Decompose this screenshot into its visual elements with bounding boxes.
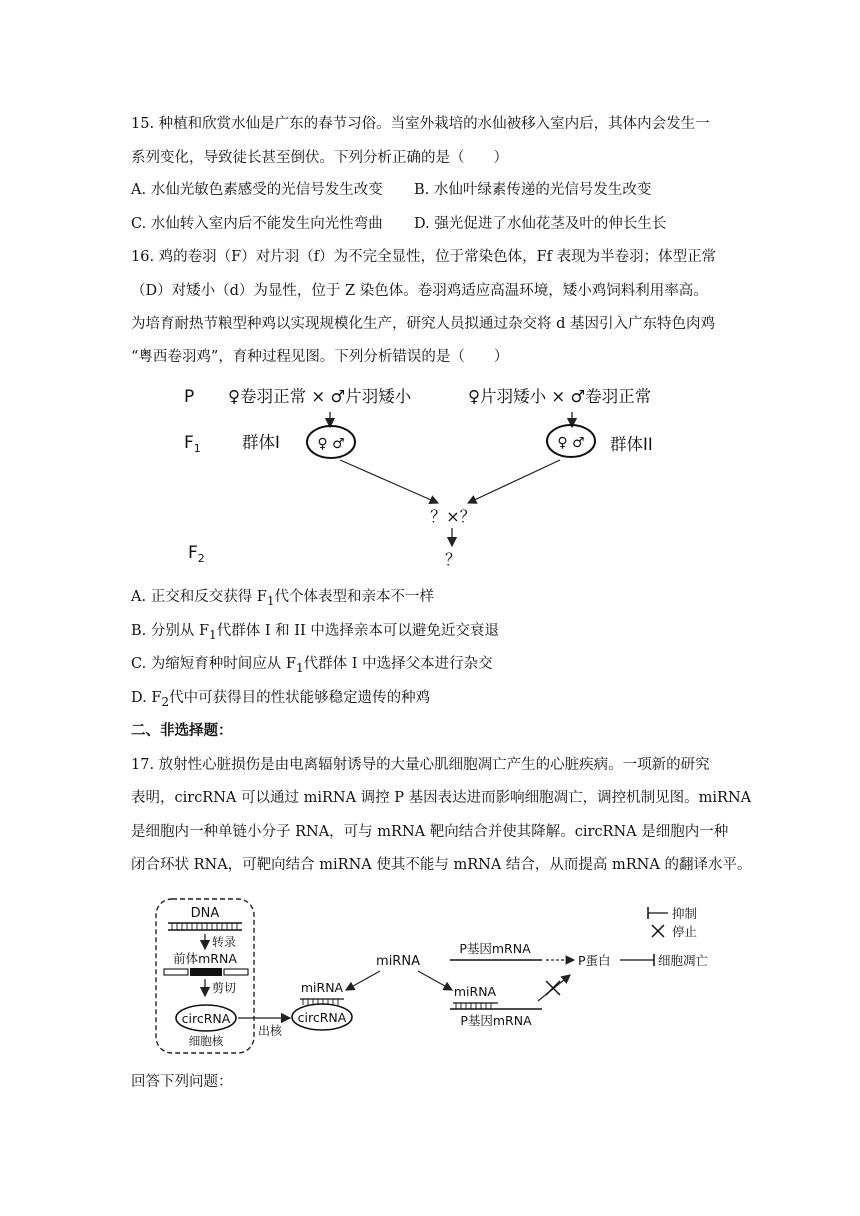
arrow-mirna-to-pmrna — [418, 971, 452, 990]
arrow-mirna-to-circ — [346, 971, 380, 990]
circrna-inside-label: circRNA — [181, 1011, 231, 1026]
q15-option-a: A. 水仙光敏色素感受的光信号发生改变 — [131, 182, 383, 198]
p-mrna-top-label: P基因mRNA — [459, 941, 531, 956]
q16-stem-line4: “粤西卷羽鸡”，育种过程见图。下列分析错误的是（ ） — [131, 349, 509, 365]
dna-label: DNA — [190, 906, 220, 921]
section2-title: 二、非选择题： — [131, 722, 233, 739]
q16-option-c: C. 为缩短育种时间应从 $F_1$代群体 I 中选择父本进行杂交 — [131, 656, 493, 675]
cross-right: ♀片羽矮小 × ♂卷羽正常 — [468, 387, 652, 406]
q17-line1: 17. 放射性心脏损伤是由电离辐射诱导的大量心肌细胞凋亡产生的心脏疾病。一项新的研究 — [131, 757, 710, 773]
q16-option-b: B. 分别从 $F_1$代群体 I 和 II 中选择亲本可以避免近交衰退 — [131, 623, 499, 642]
export-label: 出核 — [258, 1024, 283, 1038]
q16-option-a: A. 正交和反交获得 $F_1$代个体表型和亲本不一样 — [131, 589, 435, 608]
precursor-left-exon — [164, 969, 188, 975]
cross-left: ♀卷羽正常 × ♂片羽矮小 — [228, 387, 412, 406]
q15-option-b: B. 水仙叶绿素传递的光信号发生改变 — [414, 182, 652, 198]
precursor-middle — [190, 968, 222, 976]
circrna-outside-label: circRNA — [297, 1010, 347, 1025]
legend-stop-cross — [652, 925, 664, 937]
precursor-right-exon — [224, 969, 248, 975]
group1-label: 群体I — [242, 433, 280, 452]
q15-stem-line2: 系列变化，导致徒长甚至倒伏。下列分析正确的是（ ） — [131, 150, 508, 166]
mirna-bound-label: miRNA — [453, 984, 497, 999]
q17-line3: 是细胞内一种单链小分子 RNA，可与 mRNA 靶向结合并使其降解。circRNA 是细胞内一种 — [131, 824, 729, 840]
q15-stem-line1: 15. 种植和欣赏水仙是广东的春节习俗。当室外栽培的水仙被移入室内后，其体内会发生一 — [131, 116, 710, 132]
q17-line2: 表明，circRNA 可以通过 miRNA 调控 P 基因表达进而影响细胞凋亡，调控机制见图。miRNA — [131, 790, 752, 806]
q15-option-c: C. 水仙转入室内后不能发生向光性弯曲 — [131, 216, 383, 232]
dna-rungs — [172, 923, 237, 930]
mirna-bound-rungs — [456, 1003, 491, 1009]
arrow-group2-to-cross — [468, 460, 560, 503]
legend-stop-label: 停止 — [672, 924, 698, 939]
mirna-center-label: miRNA — [376, 954, 420, 969]
gen-f1-label: $F_1$ — [184, 433, 201, 455]
group2-oval-content: ♀ ♂ — [557, 435, 585, 451]
apoptosis-label: 细胞凋亡 — [658, 953, 709, 968]
q17-line4: 闭合环状 RNA，可靶向结合 miRNA 使其不能与 mRNA 结合，从而提高 mRNA 的翻译水平。 — [131, 857, 752, 873]
group2-label: 群体II — [610, 435, 653, 454]
q16-stem-line1: 16. 鸡的卷羽（F）对片羽（f）为不完全显性，位于常染色体，Ff 表现为半卷羽；体型正常 — [131, 249, 717, 265]
answer-prompt: 回答下列问题： — [131, 1074, 233, 1090]
stop-cross-mark — [546, 981, 560, 995]
p-mrna-bottom-label: P基因mRNA — [460, 1013, 532, 1028]
regulation-diagram — [150, 893, 740, 1059]
q16-stem-line2: （D）对矮小（d）为显性，位于 Z 染色体。卷羽鸡适应高温环境，矮小鸡饲料利用率高。 — [131, 283, 708, 299]
gen-f2-label: $F_2$ — [188, 543, 205, 565]
p-protein-label: P蛋白 — [578, 953, 611, 968]
precursor-mrna-label: 前体mRNA — [173, 951, 237, 966]
f2-result-label: ？ — [444, 550, 462, 569]
q15-option-d: D. 强光促进了水仙花茎及叶的伸长生长 — [414, 216, 667, 232]
nucleus-label: 细胞核 — [188, 1034, 224, 1048]
breeding-diagram — [170, 378, 710, 572]
transcription-label: 转录 — [212, 935, 237, 949]
q16-option-d: D. $F_2$代中可获得目的性状能够稳定遗传的种鸡 — [131, 690, 431, 709]
q16-stem-line3: 为培育耐热节粮型种鸡以实现规模化生产，研究人员拟通过杂交将 d 基因引入广东特色肉鸡 — [131, 316, 715, 332]
f1-cross-label: ？×？ — [430, 507, 476, 526]
arrow-group1-to-cross — [340, 460, 438, 503]
legend-inhibit-label: 抑制 — [672, 906, 698, 921]
circ-bound-mirna-label: miRNA — [300, 980, 344, 995]
group1-oval-content: ♀ ♂ — [317, 436, 345, 452]
gen-p-label: P — [184, 387, 195, 407]
splicing-label: 剪切 — [212, 981, 237, 995]
